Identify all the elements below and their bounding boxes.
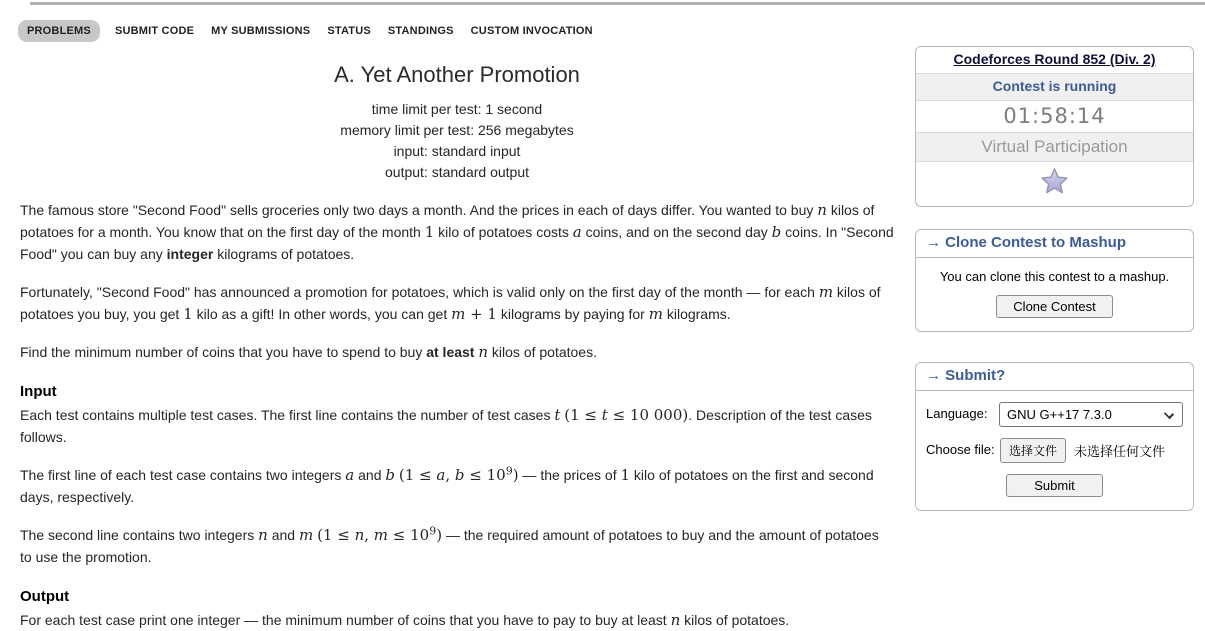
language-select[interactable] <box>999 402 1183 427</box>
nav-tab-problems[interactable]: PROBLEMS <box>18 20 100 42</box>
time-limit: time limit per test: 1 second <box>371 101 543 117</box>
nav-tab-submit-code[interactable]: SUBMIT CODE <box>114 25 195 37</box>
problem-title: A. Yet Another Promotion <box>334 62 580 87</box>
contest-link[interactable]: Codeforces Round 852 (Div. 2) <box>953 51 1156 67</box>
statement-paragraph: Find the minimum number of coins that you have to spend to buy at least n kilos of potatoes. <box>20 343 597 361</box>
input-paragraph: The second line contains two integers n and m (1 ≤ n, $m \le 10^9$) — the required amount of potatoes to buy and the amount of potatoes to use the promotion. <box>20 524 879 565</box>
statement-paragraph: Fortunately, "Second Food" has announced a promotion for potatoes, which is valid only on the first day of the month — for each m kilos of potatoes you buy, you get 1 kilo as a gift! In other words, you can get m + 1 kilograms by paying for m kilograms. <box>20 283 881 323</box>
contest-title-row <box>916 47 1193 73</box>
problem-statement <box>20 62 894 631</box>
chevron-down-icon <box>1164 409 1174 419</box>
contest-timer: 01:58:14 <box>916 100 1193 132</box>
output-spec: output: standard output <box>385 164 529 180</box>
language-select-value: GNU G++17 7.3.0 <box>1007 407 1112 422</box>
input-paragraph: Each test contains multiple test cases. The first line contains the number of test cases t (1 ≤ t ≤ 10 000). Description of the test cases follows. <box>20 406 872 445</box>
contest-nav <box>18 20 595 42</box>
input-spec: input: standard input <box>393 143 521 159</box>
clone-contest-button[interactable]: Clone Contest <box>996 295 1112 318</box>
input-section-header: Input <box>20 383 57 400</box>
clone-box-header[interactable]: → Clone Contest to Mashup <box>916 230 1193 258</box>
problem-specs <box>20 99 894 183</box>
favorite-row <box>916 161 1193 206</box>
input-section <box>20 383 894 568</box>
nav-tab-standings[interactable]: STANDINGS <box>387 25 454 37</box>
choose-file-label: Choose file: <box>926 442 995 457</box>
nav-tab-custom-invocation[interactable]: CUSTOM INVOCATION <box>470 25 593 37</box>
language-label: Language: <box>926 406 988 421</box>
star-icon[interactable] <box>1040 167 1069 195</box>
file-input <box>1000 438 1165 463</box>
output-section <box>20 588 894 631</box>
submit-button[interactable]: Submit <box>1006 474 1102 497</box>
nav-tab-status[interactable]: STATUS <box>327 25 371 37</box>
statement-paragraph: The famous store "Second Food" sells groceries only two days a month. And the prices in each of days differ. You wanted to buy n kilos of potatoes for a month. You know that on the first day of the month 1 kilo of potatoes costs a coins, and on the second day b coins. In "Second Food" you can buy any integer kilograms of potatoes. <box>20 201 894 262</box>
submit-box-header[interactable]: → Submit? <box>916 363 1193 391</box>
sidebar <box>915 46 1194 511</box>
output-paragraph: For each test case print one integer — the minimum number of coins that you have to pay to buy at least n kilos of potatoes. <box>20 611 790 629</box>
file-status-text: 未选择任何文件 <box>1074 444 1166 459</box>
contest-status-box <box>915 46 1194 207</box>
output-section-header: Output <box>20 588 70 605</box>
virtual-participation-label: Virtual Participation <box>916 132 1193 161</box>
contest-status-text: Contest is running <box>992 78 1117 94</box>
nav-tab-my-submissions[interactable]: MY SUBMISSIONS <box>211 25 311 37</box>
submit-box <box>915 362 1194 511</box>
input-paragraph: The first line of each test case contains two integers a and b (1 ≤ a, $b \le 10^9$) — the prices of 1 kilo of potatoes on the first and second days, respectively. <box>20 464 874 505</box>
choose-file-button[interactable]: 选择文件 <box>1000 438 1066 463</box>
top-divider <box>30 2 1205 5</box>
clone-contest-box <box>915 229 1194 332</box>
clone-box-text: You can clone this contest to a mashup. <box>939 269 1170 284</box>
contest-status-row <box>916 73 1193 100</box>
memory-limit: memory limit per test: 256 megabytes <box>340 122 574 138</box>
